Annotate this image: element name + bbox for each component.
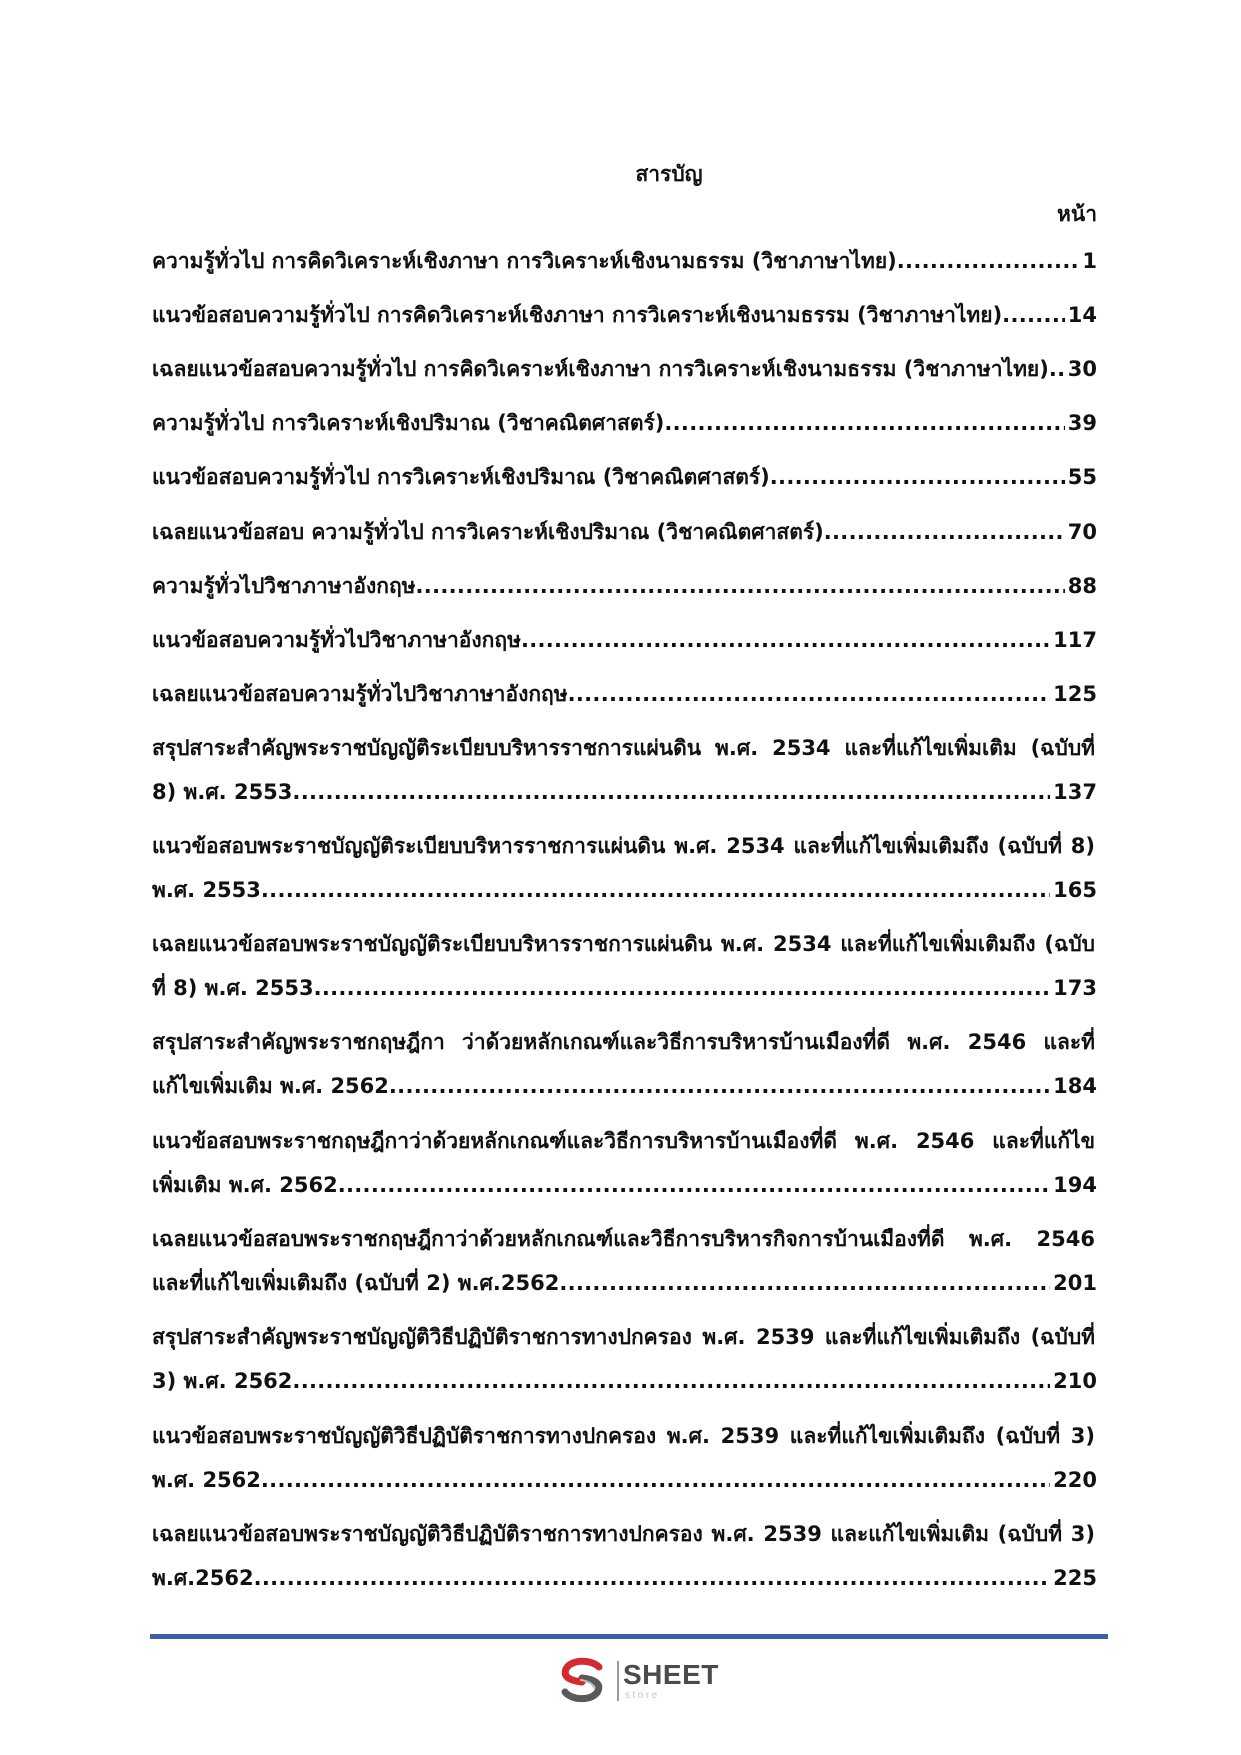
toc-entry-title-line: สรุปสาระสำคัญพระราชบัญญัติระเบียบบริหารราชการแผ่นดิน พ.ศ. 2534 และที่แก้ไขเพิ่มเติม (ฉบับที่ <box>152 735 1095 760</box>
toc-entry-title-line: เฉลยแนวข้อสอบพระราชบัญญัติระเบียบบริหารราชการแผ่นดิน พ.ศ. 2534 และที่แก้ไขเพิ่มเติมถึง (ฉบับ <box>152 932 1095 957</box>
toc-entry-line <box>152 667 1097 721</box>
toc-entry-line <box>152 1163 1097 1207</box>
toc-entry-line <box>152 770 1097 814</box>
dot-leader <box>568 667 1051 721</box>
toc-entry-line <box>152 559 1097 613</box>
toc-entry <box>152 450 1097 504</box>
toc-entry-title: แนวข้อสอบความรู้ทั่วไป การคิดวิเคราะห์เชิงภาษา การวิเคราะห์เชิงนามธรรม (วิชาภาษาไทย) <box>152 303 1003 328</box>
toc-page-number: 70 <box>1067 519 1097 544</box>
toc-page-number: 1 <box>1082 248 1097 273</box>
toc-page-number: 210 <box>1053 1369 1097 1394</box>
toc-entry <box>152 1311 1097 1409</box>
toc-entry-line <box>152 824 1097 868</box>
toc-entry-line <box>152 396 1097 450</box>
toc-entry-title-line: พ.ศ. 2553 <box>152 877 261 902</box>
toc-entry-title: ความรู้ทั่วไปวิชาภาษาอังกฤษ <box>152 573 416 598</box>
dot-leader <box>1049 342 1065 396</box>
page-title: สารบัญ <box>635 162 703 186</box>
toc-entry-title-line: เพิ่มเติม พ.ศ. 2562 <box>152 1172 338 1197</box>
toc-entry-title: ความรู้ทั่วไป การคิดวิเคราะห์เชิงภาษา การวิเคราะห์เชิงนามธรรม (วิชาภาษาไทย) <box>152 248 897 273</box>
toc-page-number: 173 <box>1053 976 1097 1001</box>
toc-page-number: 137 <box>1053 779 1097 804</box>
toc-entry-title: แนวข้อสอบความรู้ทั่วไป การวิเคราะห์เชิงปริมาณ (วิชาคณิตศาสตร์) <box>152 465 770 490</box>
logo-subtext: store <box>625 1690 660 1701</box>
page-column-header: หน้า <box>1057 202 1097 226</box>
toc-entry-line <box>152 966 1097 1010</box>
toc-page-number: 194 <box>1053 1172 1097 1197</box>
toc-entry-title: ความรู้ทั่วไป การวิเคราะห์เชิงปริมาณ (วิชาคณิตศาสตร์) <box>152 411 665 436</box>
toc-page-number: 201 <box>1053 1271 1097 1296</box>
toc-entry <box>152 819 1097 917</box>
toc-entry-title-line: 8) พ.ศ. 2553 <box>152 779 293 804</box>
dot-leader <box>416 559 1065 613</box>
toc-entry-line <box>152 234 1097 288</box>
toc-entry-title: แนวข้อสอบความรู้ทั่วไปวิชาภาษาอังกฤษ <box>152 627 521 652</box>
dot-leader <box>897 234 1080 288</box>
toc-page-number: 117 <box>1053 627 1097 652</box>
sheet-store-logo <box>557 1655 727 1707</box>
toc-entry <box>152 396 1097 450</box>
sheet-store-s-mark-icon <box>557 1657 607 1703</box>
toc-entry <box>152 1409 1097 1507</box>
toc-entry-title-line: ที่ 8) พ.ศ. 2553 <box>152 976 314 1001</box>
toc-entry-title: เฉลยแนวข้อสอบความรู้ทั่วไป การคิดวิเคราะห์เชิงภาษา การวิเคราะห์เชิงนามธรรม (วิชาภาษาไทย) <box>152 357 1049 382</box>
dot-leader <box>1002 288 1065 342</box>
toc-entry-title: เฉลยแนวข้อสอบความรู้ทั่วไปวิชาภาษาอังกฤษ <box>152 682 568 707</box>
toc-entry-title-line: พ.ศ.2562 <box>152 1565 254 1590</box>
toc-entry-line <box>152 1556 1097 1600</box>
toc-entry-title-line: แก้ไขเพิ่มเติม พ.ศ. 2562 <box>152 1074 389 1099</box>
toc-entry-title-line: แนวข้อสอบพระราชบัญญัติระเบียบบริหารราชการแผ่นดิน พ.ศ. 2534 และที่แก้ไขเพิ่มเติมถึง (ฉบับที่ 8) <box>152 833 1095 858</box>
toc-entry <box>152 1508 1097 1606</box>
dot-leader <box>254 1556 1051 1600</box>
toc-page-number: 184 <box>1053 1074 1097 1099</box>
toc-page-number: 55 <box>1067 465 1097 490</box>
toc-entry-title-line: เฉลยแนวข้อสอบพระราชบัญญัติวิธีปฏิบัติราชการทางปกครอง พ.ศ. 2539 และแก้ไขเพิ่มเติม (ฉบับที่ 3) <box>152 1521 1095 1546</box>
toc-entry <box>152 613 1097 667</box>
toc-entry-title-line: 3) พ.ศ. 2562 <box>152 1369 293 1394</box>
toc-entry-title-line: เฉลยแนวข้อสอบพระราชกฤษฎีกาว่าด้วยหลักเกณฑ์และวิธีการบริหารกิจการบ้านเมืองที่ดี พ.ศ. 2546 <box>152 1227 1095 1252</box>
toc-entry-line <box>152 1217 1097 1261</box>
table-of-contents <box>152 234 1097 1606</box>
toc-entry-line <box>152 1261 1097 1305</box>
toc-entry <box>152 505 1097 559</box>
toc-page-number: 220 <box>1053 1467 1097 1492</box>
toc-entry-title-line: และที่แก้ไขเพิ่มเติมถึง (ฉบับที่ 2) พ.ศ.2562 <box>152 1271 560 1296</box>
toc-entry-line <box>152 1119 1097 1163</box>
toc-entry <box>152 721 1097 819</box>
toc-entry <box>152 667 1097 721</box>
toc-entry <box>152 1213 1097 1311</box>
toc-page-number: 14 <box>1067 303 1097 328</box>
dot-leader <box>824 505 1065 559</box>
toc-entry-line <box>152 1458 1097 1502</box>
toc-entry-line <box>152 342 1097 396</box>
toc-entry-line <box>152 450 1097 504</box>
toc-entry-line <box>152 505 1097 559</box>
dot-leader <box>559 1261 1050 1305</box>
dot-leader <box>292 770 1050 814</box>
dot-leader <box>261 1458 1050 1502</box>
toc-page-number: 88 <box>1067 573 1097 598</box>
dot-leader <box>338 1163 1050 1207</box>
dot-leader <box>389 1064 1050 1108</box>
toc-entry-title: เฉลยแนวข้อสอบ ความรู้ทั่วไป การวิเคราะห์เชิงปริมาณ (วิชาคณิตศาสตร์) <box>152 519 824 544</box>
toc-entry-line <box>152 1359 1097 1403</box>
toc-entry-line <box>152 726 1097 770</box>
toc-entry <box>152 1016 1097 1114</box>
toc-entry-title-line: แนวข้อสอบพระราชบัญญัติวิธีปฏิบัติราชการทางปกครอง พ.ศ. 2539 และที่แก้ไขเพิ่มเติมถึง (ฉบับที่ 3) <box>152 1423 1095 1448</box>
dot-leader <box>292 1359 1050 1403</box>
toc-page-number: 39 <box>1067 411 1097 436</box>
toc-entry-line <box>152 1414 1097 1458</box>
logo-divider <box>617 1661 619 1701</box>
toc-entry-line <box>152 1020 1097 1064</box>
toc-entry-line <box>152 1315 1097 1359</box>
dot-leader <box>664 396 1064 450</box>
logo-wordmark: SHEET <box>623 1659 719 1690</box>
dot-leader <box>314 966 1051 1010</box>
toc-entry <box>152 342 1097 396</box>
toc-entry-title-line: แนวข้อสอบพระราชกฤษฎีกาว่าด้วยหลักเกณฑ์และวิธีการบริหารบ้านเมืองที่ดี พ.ศ. 2546 และที่แก้ไข <box>152 1128 1095 1153</box>
toc-page-number: 165 <box>1053 877 1097 902</box>
toc-entry-line <box>152 288 1097 342</box>
toc-entry <box>152 1114 1097 1212</box>
toc-entry <box>152 918 1097 1016</box>
toc-entry-line <box>152 922 1097 966</box>
toc-entry-line <box>152 613 1097 667</box>
dot-leader <box>261 868 1050 912</box>
toc-entry-title-line: สรุปสาระสำคัญพระราชกฤษฎีกา ว่าด้วยหลักเกณฑ์และวิธีการบริหารบ้านเมืองที่ดี พ.ศ. 2546 และที่ <box>152 1030 1095 1055</box>
footer-rule <box>150 1634 1108 1639</box>
toc-page-number: 30 <box>1067 357 1097 382</box>
toc-entry-line <box>152 1064 1097 1108</box>
toc-entry <box>152 288 1097 342</box>
toc-entry-line <box>152 1512 1097 1556</box>
toc-entry-title-line: สรุปสาระสำคัญพระราชบัญญัติวิธีปฏิบัติราชการทางปกครอง พ.ศ. 2539 และที่แก้ไขเพิ่มเติมถึง (ฉบับที่ <box>152 1325 1095 1350</box>
dot-leader <box>521 613 1050 667</box>
dot-leader <box>770 450 1065 504</box>
toc-entry-title-line: พ.ศ. 2562 <box>152 1467 261 1492</box>
toc-entry <box>152 559 1097 613</box>
toc-entry-line <box>152 868 1097 912</box>
toc-entry <box>152 234 1097 288</box>
toc-page-number: 225 <box>1053 1565 1097 1590</box>
toc-page-number: 125 <box>1053 682 1097 707</box>
